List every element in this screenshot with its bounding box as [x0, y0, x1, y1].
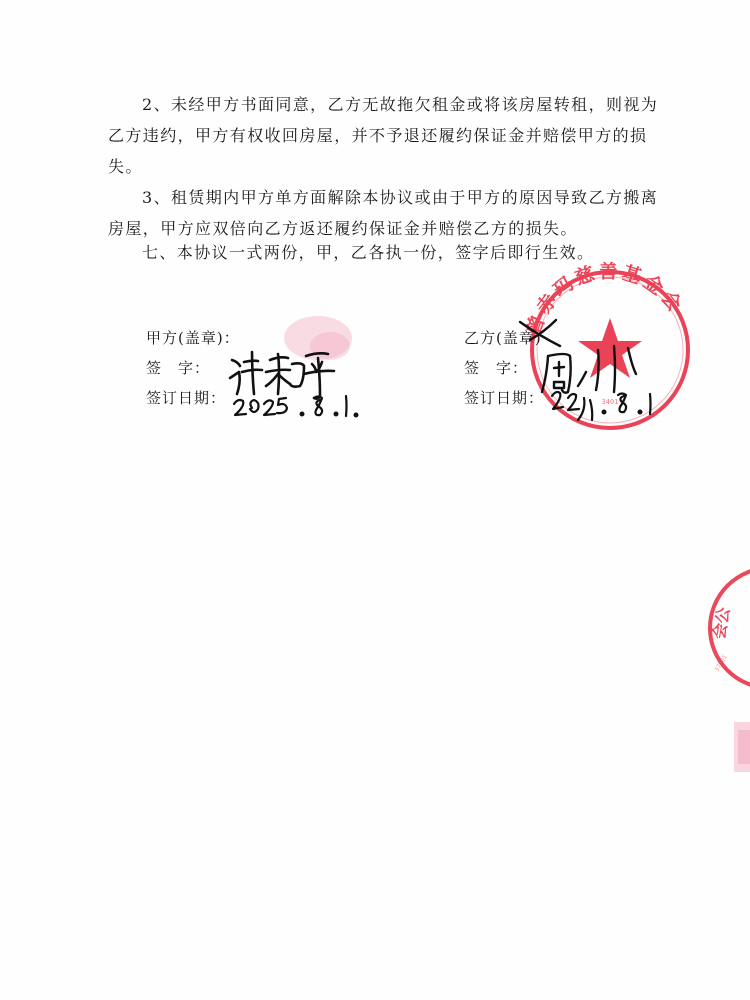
party-a-sign-label: 签 字： [146, 359, 211, 377]
party-b-seal-label: 乙方(盖章) [464, 329, 542, 347]
party-a-seal-label: 甲方(盖章)： [146, 329, 240, 347]
clause-7-paragraph: 七、本协议一式两份，甲，乙各执一份，签字后即行生效。 [142, 243, 595, 262]
edge-seal-text: 会公 [709, 605, 734, 641]
svg-text:3401: 3401 [601, 398, 619, 406]
clause-2-paragraph: 2、未经甲方书面同意，乙方无故拖欠租金或将该房屋转租，则视为乙方违约，甲方有权收回房屋，并不予退还履约保证金并赔偿甲方的损失。 [108, 95, 659, 176]
party-b-sign-label: 签 字： [464, 359, 529, 377]
party-b-date-label: 签订日期： [464, 389, 545, 407]
clause-3-paragraph: 3、租赁期内甲方单方面解除本协议或由于甲方的原因导致乙方搬离房屋，甲方应双倍向乙方返还履约保证金并赔偿乙方的损失。 [108, 188, 659, 238]
svg-text:37801: 37801 [713, 653, 729, 673]
svg-text:曾赤玛慈善基金会 [521, 260, 688, 338]
party-a-date-label: 签订日期： [146, 389, 227, 407]
seal-arc-text: 曾赤玛慈善基金会 [522, 260, 688, 338]
